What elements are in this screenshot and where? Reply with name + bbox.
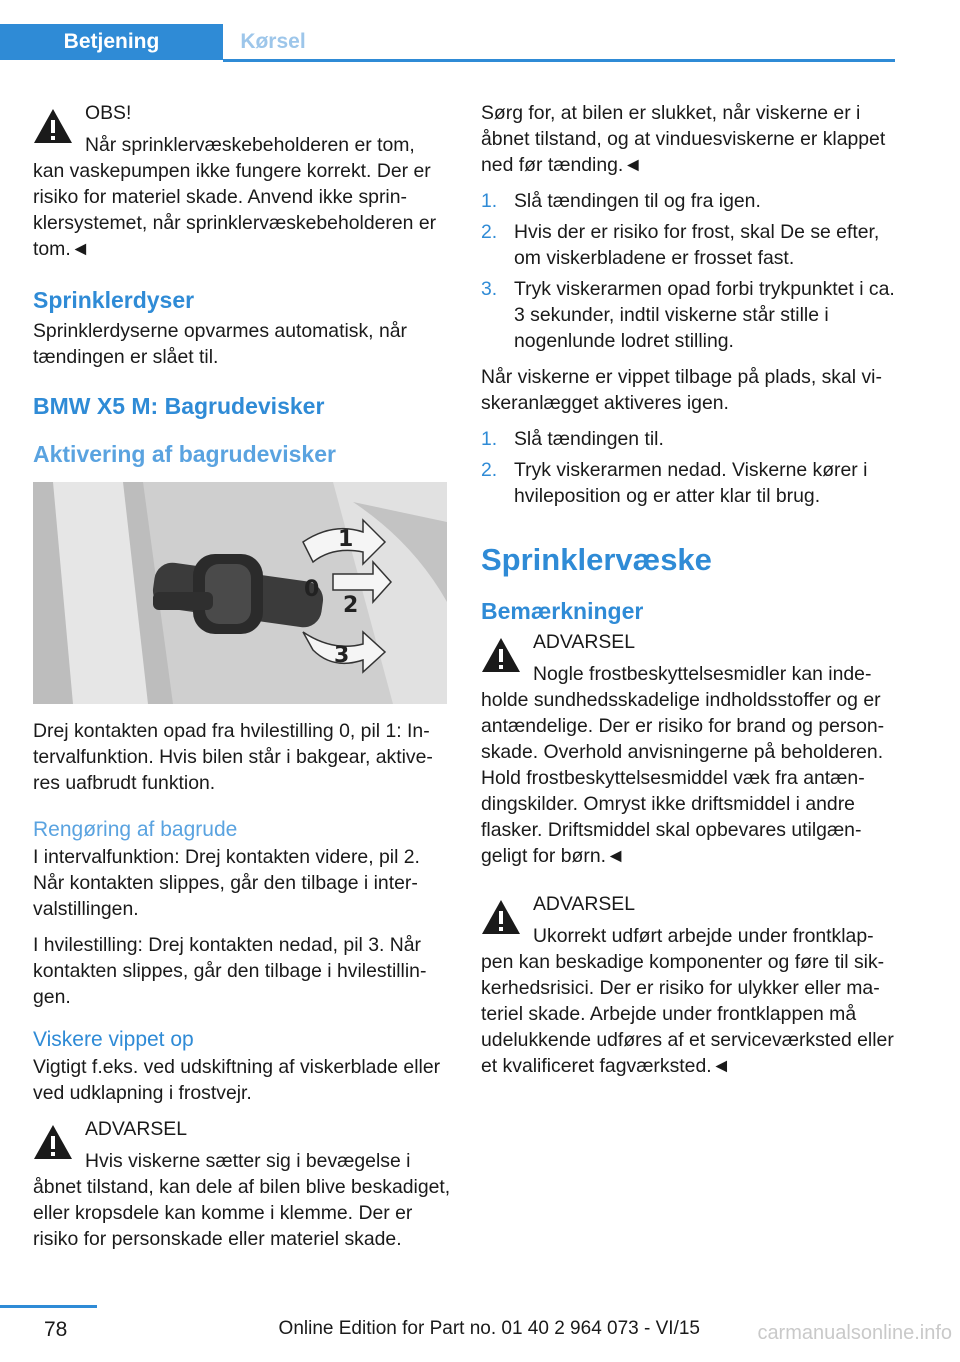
advarsel-frontklap-notice [481, 891, 897, 1079]
advarsel-antifreeze-text: Nogle frostbeskyttelsesmidler kan indeholde sundhedsskadelige indholdsstoffer og er antændelige. Der er risiko for brand og personskade. Overhold anvisningerne på beholderen. Hold frostbeskyttelsesmiddel væk fra antændingskilder. Omryst ikke driftsmiddel i andre flasker. Driftsmiddel skal opbevares utilgængeligt for børn.◄ [481, 663, 885, 867]
advarsel-antifreeze-notice [481, 629, 897, 869]
advarsel-wipers-text: Hvis viskerne sætter sig i bevægelse i åbnet tilstand, kan dele af bilen blive beskadiget, eller kropsdele kan komme i klemme. Der er risiko for personskade eller materiel skade. [33, 1150, 451, 1250]
wiper-intro-text: Sørg for, at bilen er slukket, når viskerne er i åbnet tilstand, og at vinduesviskerne er klappet ned før tænding.◄ [481, 102, 886, 176]
obs-notice [33, 100, 451, 262]
warning-triangle-icon [481, 637, 521, 673]
rengoring-heading: Rengøring af bagrude [33, 818, 238, 841]
advarsel-wipers-heading: ADVARSEL [85, 1118, 188, 1140]
tab-korsel[interactable]: Kørsel [240, 30, 306, 53]
sprinklerdyser-heading: Sprinklerdyser [33, 287, 195, 313]
viskere-text: Vigtigt f.eks. ved udskiftning af viskerblade eller ved udklapning i frostvejr. [33, 1056, 441, 1104]
right-column [481, 100, 897, 1079]
tab-betjening[interactable]: Betjening [0, 24, 223, 60]
warning-triangle-icon [481, 899, 521, 935]
rengoring-text-2: I hvilestilling: Drej kontakten nedad, pil 3. Når kontakten slippes, går den tilbage i hvilestillingen. [33, 934, 427, 1008]
wiper-mid-text: Når viskerne er vippet tilbage på plads, skal viskeranlægget aktiveres igen. [481, 366, 882, 414]
viskere-heading: Viskere vippet op [33, 1028, 194, 1051]
photo-label-1: 1 [338, 527, 354, 552]
advarsel-frontklap-heading: ADVARSEL [533, 893, 636, 915]
aktivering-heading: Aktivering af bagrudevisker [33, 441, 336, 467]
obs-heading: OBS! [85, 102, 132, 124]
warning-triangle-icon [33, 108, 73, 144]
tab-underline [223, 59, 895, 62]
aktivering-text: Drej kontakten opad fra hvilestilling 0, pil 1: Intervalfunktion. Hvis bilen står i bakgear, aktiveres uafbrudt funktion. [33, 720, 433, 794]
advarsel-wipers-notice [33, 1116, 451, 1252]
obs-text: Når sprinklervæskebeholderen er tom, kan vaskepumpen ikke fungere korrekt. Der er risiko for materiel skade. Anvend ikke sprinklersystemet, når sprinklervæskebeholderen er tom.◄ [33, 134, 437, 260]
steps-list-1 [481, 188, 897, 354]
steps-list-2 [481, 426, 897, 509]
warning-triangle-icon [33, 1124, 73, 1160]
rengoring-text-1: I intervalfunktion: Drej kontakten videre, pil 2. Når kontakten slippes, går den tilbage i intervalstillingen. [33, 846, 420, 920]
list-item: 2. Hvis der er risiko for frost, skal De se efter, om viskerbladene er frosset fast. [481, 221, 880, 269]
watermark: carmanualsonline.info [757, 1322, 952, 1344]
tab-bar [0, 0, 895, 62]
photo-label-3: 3 [334, 643, 350, 668]
footer-rule [0, 1305, 97, 1308]
advarsel-antifreeze-heading: ADVARSEL [533, 631, 636, 653]
list-item: 1. Slå tændingen til og fra igen. [481, 190, 761, 212]
left-column [33, 100, 451, 1252]
sprinklerdyser-text: Sprinklerdyserne opvarmes automatisk, når tændingen er slået til. [33, 320, 407, 368]
advarsel-frontklap-text: Ukorrekt udført arbejde under frontklappen kan beskadige komponenter og føre til sikkerhedsrisici. Der er risiko for ulykker eller materiel skade. Arbejde under frontklappen må udelukkende udføres af et serviceværksted eller et kvalificeret fagværksted.◄ [481, 925, 894, 1077]
bmw-section-heading: BMW X5 M: Bagrudevisker [33, 393, 325, 419]
photo-label-0: 0 [304, 577, 320, 602]
sprinklervaeske-heading: Sprinklervæske [481, 542, 712, 577]
bemaerkninger-heading: Bemærkninger [481, 598, 644, 624]
list-item: 2. Tryk viskerarmen nedad. Viskerne kører i hvileposition og er atter klar til brug. [481, 459, 868, 507]
list-item: 1. Slå tændingen til. [481, 428, 664, 450]
edition-text: Online Edition for Part no. 01 40 2 964 073 - VI/15 [278, 1318, 700, 1339]
list-item: 3. Tryk viskerarmen opad forbi trykpunktet i ca. 3 sekunder, indtil viskerne står stille i nogenlunde lodret stilling. [481, 278, 895, 352]
photo-label-2: 2 [343, 593, 359, 618]
page-number: 78 [44, 1318, 68, 1341]
wiper-stalk-photo [33, 482, 447, 704]
